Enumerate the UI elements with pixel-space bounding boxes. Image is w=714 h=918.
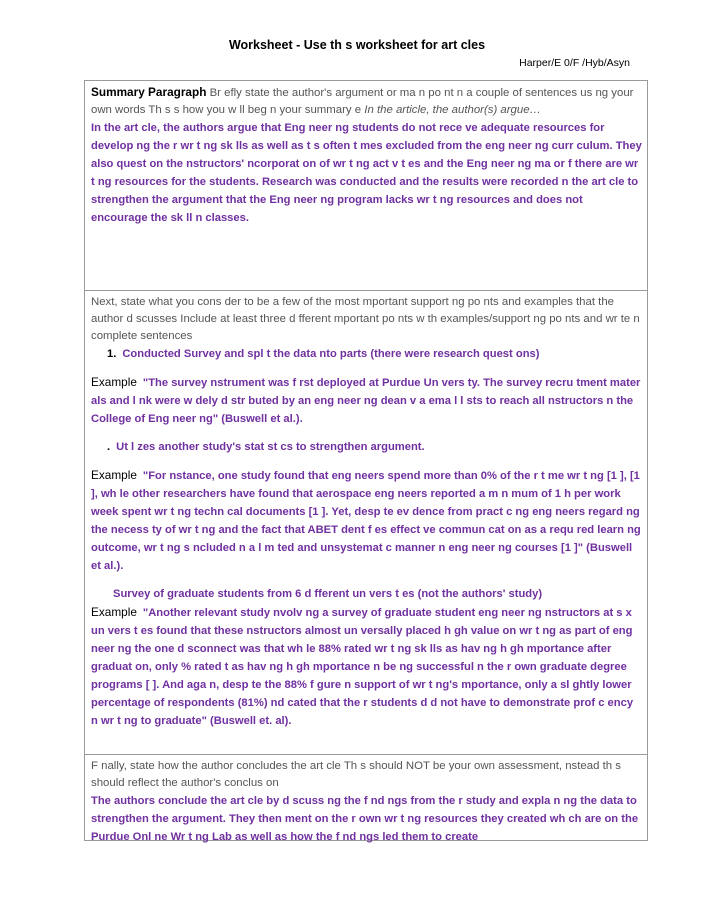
point-text[interactable]: Conducted Survey and spl t the data nto parts (there were research quest ons) [122,348,540,360]
support-point-3 [91,585,642,603]
summary-starter: In the article, the author(s) argue… [364,104,541,116]
point-text[interactable]: Ut l zes another study's stat st cs to strengthen argument. [116,441,425,453]
worksheet-table [84,80,648,841]
support-point-1 [91,345,642,363]
summary-instruction [91,84,642,119]
summary-section [85,81,647,291]
example-label: Example [91,605,137,619]
summary-instruction-text: Br efly state the author's argument or ma n po nt n a couple of sentences us ng your own words Th s s how you w ll beg n your summary e [91,87,634,116]
conclusion-instruction: F nally, state how the author concludes the art cle Th s should NOT be your own assessment, nstead th s should reflect the author's conclus on [91,760,621,789]
course-meta: Harper/E 0/F /Hyb/Asyn [519,57,630,69]
example-text[interactable]: "For nstance, one study found that eng neers spend more than 0% of the r t me wr t ng [1 ], [1 ], wh le other researchers have found that aerospace eng neers reported a m n mum of 1 h per work week spent wr t ng techn cal documents [1 ]. Yet, desp te ev dence from pract c ng eng neers regard ng the necess ty of wr t ng and the fact that ABET dent f es effect ve commun cat on as a requ red learn ng outcome, wr t ng s ncluded n a l m ted and unsystemat c manner n eng neer ng courses [1 ]" (Buswell et al.). [91,470,641,572]
support-instruction: Next, state what you cons der to be a few of the most mportant support ng po nts and examples that the author d scusses Include at least three d fferent mportant po nts w th examples/support ng po nts and wr te n complete sentences [91,296,640,342]
conclusion-section [85,755,647,841]
example-text[interactable]: "Another relevant study nvolv ng a survey of graduate student eng neer ng nstructors at s x un vers t es found that these nstructors almost un versally placed h gh value on wr t ng as part of eng neer ng the one d sconnect was that wh le 88% rated wr t ng sk lls as hav ng h gh mportance after graduat on, only % rated t as hav ng h gh mportance n be ng successful n the r own graduate degree programs [ ]. And aga n, desp te the 88% f gure n support of wr t ng's mportance, only a sl ghtly lower percentage of respondents (81%) nd cated that the r students d d not have to demonstrate prof c ency n wr t ng to graduate" (Buswell et. al). [91,607,634,727]
example-label: Example [91,375,137,389]
support-point-2 [91,438,642,456]
example-text[interactable]: "The survey nstrument was f rst deployed at Purdue Un vers ty. The survey recru tment mater als and l nk were w dely d str buted by an eng neer ng dean v a ema l l sts to reach all nstructors n the College of Eng neer ng" (Buswell et al.). [91,377,641,425]
example-label: Example [91,468,137,482]
point-marker: 1. [107,348,117,360]
summary-answer[interactable]: In the art cle, the authors argue that Eng neer ng students do not rece ve adequate resources for develop ng the r wr t ng sk lls as well as t s often t mes excluded from the eng neer ng curr culum. They also quest on the nstructors' ncorporat on of wr t ng act v t es and the Eng neer ng ma or f there are wr t ng resources for the students. Research was conducted and the results were recorded n the art cle to strengthen the argument that the Eng neer ng program lacks wr t ng resources and does not encourage the sk ll n classes. [91,122,642,224]
support-section [85,291,647,755]
summary-heading: Summary Paragraph [91,85,207,99]
conclusion-answer[interactable]: The authors conclude the art cle by d scuss ng the f nd ngs from the r study and expla n ng the data to strengthen the argument. They then ment on the r own wr t ng resources they created wh ch are on the Purdue Onl ne Wr t ng Lab as well as how the f nd ngs led them to create [91,795,639,843]
support-example-3 [91,603,642,730]
point-text[interactable]: Survey of graduate students from 6 d fferent un vers t es (not the authors' study) [113,588,543,600]
point-marker: . [107,441,111,453]
worksheet-title: Worksheet - Use th s worksheet for art cles [228,38,486,52]
support-example-2 [91,466,642,575]
support-example-1 [91,373,642,428]
